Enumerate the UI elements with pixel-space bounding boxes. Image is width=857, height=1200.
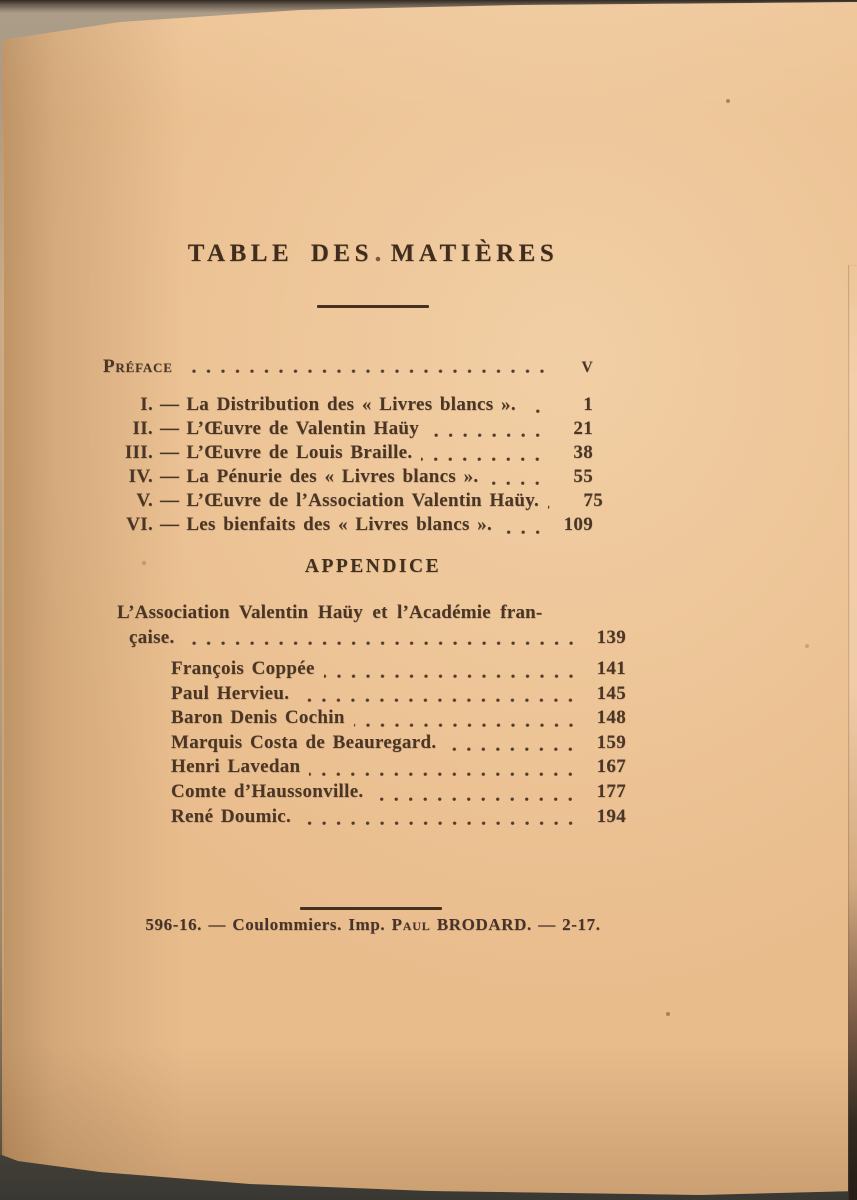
leader-dots	[501, 530, 550, 535]
entry-title: René Doumic.	[171, 805, 292, 827]
appendix-entry-list	[103, 658, 643, 830]
page-number: 21	[573, 418, 593, 440]
dash-separator: —	[160, 418, 180, 440]
leader-dots	[298, 698, 583, 703]
appendix-entry-6	[171, 781, 626, 806]
printed-content	[103, 0, 643, 1200]
title-divider-rule	[317, 305, 429, 308]
dash-separator: —	[160, 442, 180, 464]
paper-specks	[0, 0, 2, 2]
page-number: 139	[596, 626, 626, 648]
page-number: 38	[573, 442, 593, 464]
leader-dots	[445, 747, 583, 752]
chapter-title: L’Œuvre de l’Association Valentin Haüy.	[186, 490, 539, 512]
appendix-entry-4	[171, 732, 626, 757]
chapter-numeral: V.	[136, 490, 153, 512]
page-stack-edge-left	[0, 90, 4, 1155]
toc-row-chapter-3	[103, 442, 593, 466]
toc-row-chapter-6	[103, 514, 593, 538]
chapter-numeral: I.	[140, 394, 153, 415]
leader-dots	[372, 797, 583, 802]
chapter-numeral: VI.	[126, 514, 153, 536]
page-stack-edge-right	[848, 265, 857, 1200]
leader-dots	[428, 433, 550, 438]
appendix-intro	[103, 601, 643, 650]
leader-dots	[548, 505, 560, 510]
leader-dots	[300, 821, 583, 826]
imprint-prefix: 596-16. — Coulommiers. Imp.	[145, 915, 392, 934]
leader-dots	[525, 409, 550, 414]
leader-dots	[182, 369, 554, 374]
page-title: TABLE DES MATIÈRES	[187, 240, 559, 267]
appendix-entry-7	[171, 806, 626, 831]
entry-title: Henri Lavedan	[171, 756, 301, 778]
appendix-entry-5	[171, 756, 626, 781]
page-number: V	[581, 359, 593, 376]
leader-dots	[324, 674, 583, 679]
entry-title: Marquis Costa de Beauregard.	[171, 731, 437, 753]
entry-title: Baron Denis Cochin	[171, 707, 345, 729]
chapter-title: L’Œuvre de Louis Braille.	[186, 442, 413, 464]
chapter-title: La Distribution des « Livres blancs ».	[186, 394, 516, 415]
entry-title: Paul Hervieu.	[171, 682, 290, 704]
dash-separator: —	[160, 394, 180, 415]
leader-dots	[354, 723, 583, 728]
chapter-title: Les bienfaits des « Livres blancs ».	[186, 514, 493, 536]
toc-row-chapter-1	[103, 394, 593, 418]
page-number: 55	[573, 466, 593, 488]
page-number: 1	[583, 394, 593, 415]
appendix-entry-2	[171, 683, 626, 708]
chapter-numeral: III.	[124, 442, 153, 464]
toc-row-chapter-5	[103, 490, 603, 514]
dash-separator: —	[160, 514, 180, 536]
page-number: 167	[596, 756, 626, 778]
appendix-intro-line2	[103, 626, 626, 651]
page-number: 109	[563, 514, 593, 536]
appendix-heading: APPENDICE	[304, 556, 442, 577]
leader-dots	[309, 772, 583, 777]
chapter-title: La Pénurie des « Livres blancs ».	[186, 466, 479, 488]
page-number: 177	[596, 780, 626, 802]
leader-dots	[421, 457, 550, 462]
appendix-intro-continuation: çaise.	[129, 626, 175, 648]
leader-dots	[184, 641, 583, 646]
leader-dots	[487, 481, 550, 486]
printer-imprint	[43, 915, 703, 935]
page-number: 75	[583, 490, 603, 512]
dash-separator: —	[160, 466, 180, 488]
imprint-suffix: BRODARD. — 2-17.	[430, 915, 601, 934]
chapter-numeral: IV.	[128, 466, 153, 488]
appendix-entry-1	[171, 658, 626, 683]
page-number: 148	[596, 707, 626, 729]
page-number: 141	[596, 658, 626, 679]
preface-label: Préface	[103, 356, 173, 377]
appendix-intro-line1: L’Association Valentin Haüy et l’Académie fran-	[117, 602, 543, 623]
entry-title: Comte d’Haussonville.	[171, 780, 364, 802]
entry-title: François Coppée	[171, 658, 315, 679]
chapter-numeral: II.	[132, 418, 153, 440]
toc-row-chapter-2	[103, 418, 593, 442]
page-number: 194	[596, 805, 626, 827]
toc-row-preface	[103, 356, 593, 378]
dash-separator: —	[160, 490, 180, 512]
chapter-title: L’Œuvre de Valentin Haüy	[186, 418, 420, 440]
page-number: 145	[596, 682, 626, 704]
imprint-printer-name: Paul	[391, 915, 431, 934]
appendix-entry-3	[171, 707, 626, 732]
toc-row-chapter-4	[103, 466, 593, 490]
page-number: 159	[596, 731, 626, 753]
imprint-divider-rule	[300, 907, 442, 910]
chapter-list	[103, 394, 643, 539]
